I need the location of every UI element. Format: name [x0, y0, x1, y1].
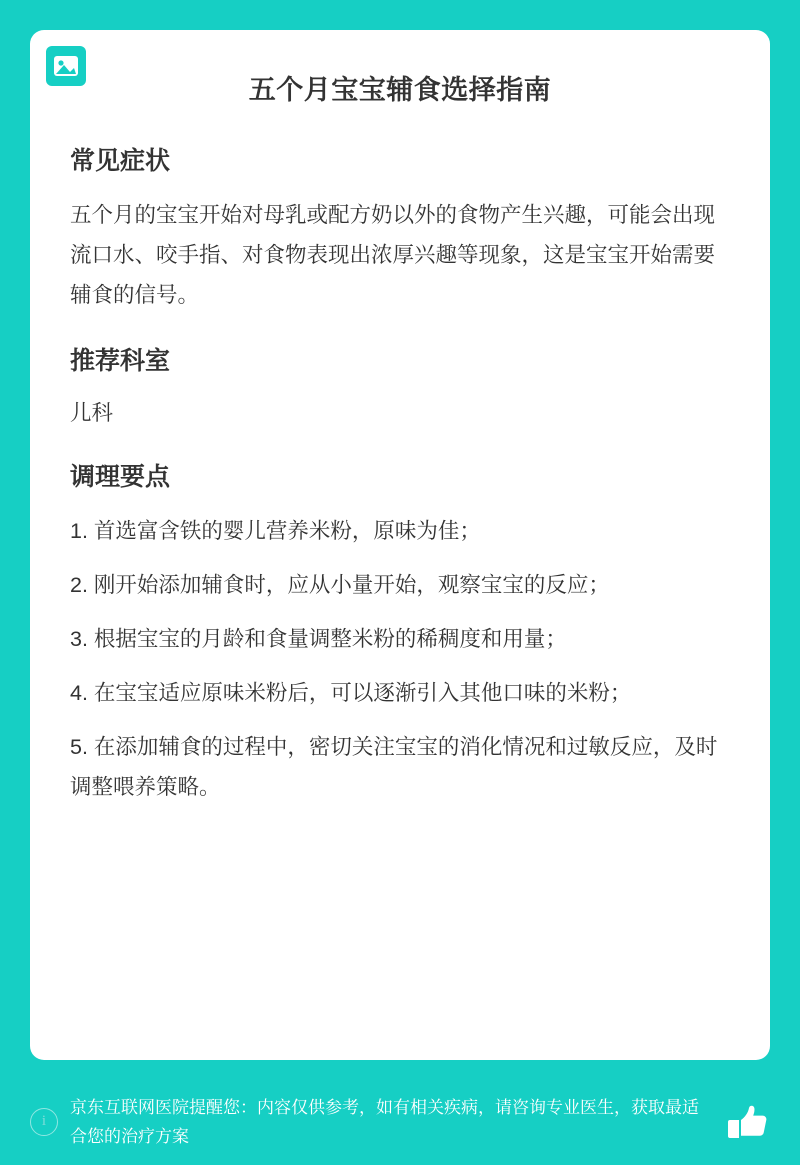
section-department	[70, 341, 730, 431]
list-item: 5. 在添加辅食的过程中，密切关注宝宝的消化情况和过敏反应，及时调整喂养策略。	[70, 735, 718, 799]
list-item: 1. 首选富含铁的婴儿营养米粉，原味为佳；	[70, 519, 481, 543]
section-heading-symptoms: 常见症状	[70, 147, 171, 175]
section-text-symptoms: 五个月的宝宝开始对母乳或配方奶以外的食物产生兴趣，可能会出现流口水、咬手指、对食物表现出浓厚兴趣等现象，这是宝宝开始需要辅食的信号。	[70, 203, 716, 307]
info-circle-icon: i	[30, 1108, 58, 1136]
section-heading-department: 推荐科室	[70, 347, 171, 375]
section-text-department: 儿科	[70, 401, 114, 425]
tips-list	[70, 511, 730, 807]
content-card	[30, 30, 770, 1060]
section-tips	[70, 457, 730, 807]
list-item: 2. 刚开始添加辅食时，应从小量开始，观察宝宝的反应；	[70, 573, 610, 597]
section-heading-tips: 调理要点	[70, 463, 171, 491]
thumbs-up-icon[interactable]	[724, 1100, 770, 1144]
page-title: 五个月宝宝辅食选择指南	[248, 75, 552, 105]
list-item: 4. 在宝宝适应原味米粉后，可以逐渐引入其他口味的米粉；	[70, 681, 632, 705]
footer-disclaimer: 京东互联网医院提醒您：内容仅供参考，如有相关疾病，请咨询专业医生，获取最适合您的治疗方案	[70, 1098, 699, 1146]
document-image-icon	[44, 44, 88, 88]
section-symptoms	[70, 141, 730, 315]
list-item: 3. 根据宝宝的月龄和食量调整米粉的稀稠度和用量；	[70, 627, 567, 651]
footer	[30, 1093, 770, 1151]
